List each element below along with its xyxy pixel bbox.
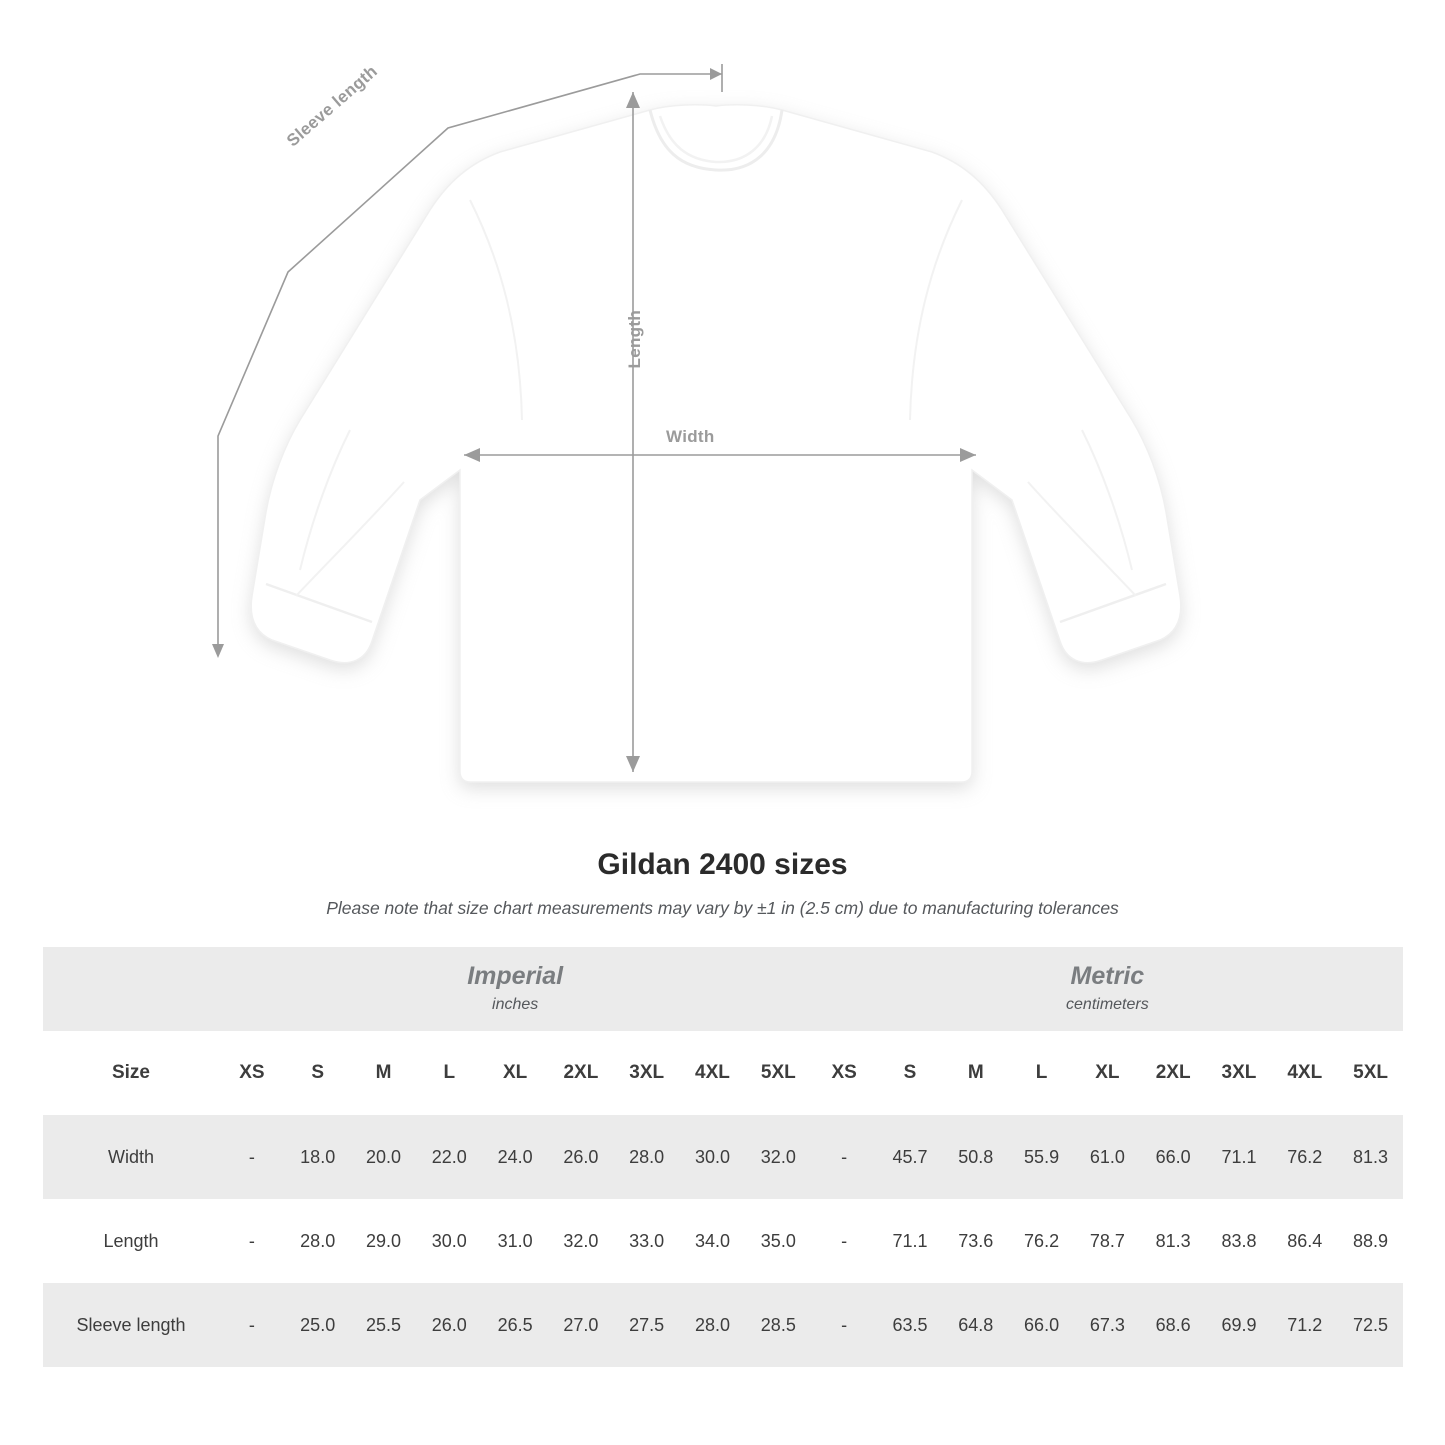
size-col-xl-metric: XL — [1074, 1031, 1140, 1115]
size-col-s-imperial: S — [285, 1031, 351, 1115]
cell-sleeve-1: 25.0 — [285, 1283, 351, 1367]
cell-sleeve-2: 25.5 — [351, 1283, 417, 1367]
cell-length-15: 83.8 — [1206, 1199, 1272, 1283]
table-row — [43, 1115, 1403, 1199]
cell-sleeve-4: 26.5 — [482, 1283, 548, 1367]
imperial-label: Imperial — [467, 962, 564, 991]
cell-length-5: 32.0 — [548, 1199, 614, 1283]
cell-width-12: 55.9 — [1009, 1115, 1075, 1199]
table-row — [43, 1199, 1403, 1283]
cell-sleeve-17: 72.5 — [1338, 1283, 1404, 1367]
cell-sleeve-3: 26.0 — [416, 1283, 482, 1367]
cell-length-13: 78.7 — [1074, 1199, 1140, 1283]
cell-length-11: 73.6 — [943, 1199, 1009, 1283]
cell-length-6: 33.0 — [614, 1199, 680, 1283]
size-col-xs-metric: XS — [811, 1031, 877, 1115]
cell-length-2: 29.0 — [351, 1199, 417, 1283]
cell-width-2: 20.0 — [351, 1115, 417, 1199]
cell-length-3: 30.0 — [416, 1199, 482, 1283]
size-table-container — [43, 947, 1402, 1367]
cell-sleeve-5: 27.0 — [548, 1283, 614, 1367]
row-label-width: Width — [43, 1115, 219, 1199]
cell-length-7: 34.0 — [680, 1199, 746, 1283]
size-col-xs-imperial: XS — [219, 1031, 285, 1115]
cell-width-6: 28.0 — [614, 1115, 680, 1199]
size-col-2xl-imperial: 2XL — [548, 1031, 614, 1115]
cell-sleeve-15: 69.9 — [1206, 1283, 1272, 1367]
page-title: Gildan 2400 sizes — [597, 848, 848, 881]
cell-width-7: 30.0 — [680, 1115, 746, 1199]
length-dimension-label: Length — [625, 310, 644, 369]
cell-sleeve-13: 67.3 — [1074, 1283, 1140, 1367]
size-col-m-imperial: M — [351, 1031, 417, 1115]
imperial-sublabel: inches — [492, 995, 539, 1013]
cell-sleeve-8: 28.5 — [745, 1283, 811, 1367]
cell-length-10: 71.1 — [877, 1199, 943, 1283]
cell-sleeve-12: 66.0 — [1009, 1283, 1075, 1367]
cell-sleeve-14: 68.6 — [1140, 1283, 1206, 1367]
cell-sleeve-16: 71.2 — [1272, 1283, 1338, 1367]
cell-width-13: 61.0 — [1074, 1115, 1140, 1199]
size-col-5xl-metric: 5XL — [1338, 1031, 1404, 1115]
cell-sleeve-6: 27.5 — [614, 1283, 680, 1367]
metric-sublabel: centimeters — [1066, 995, 1149, 1013]
tolerance-note: Please note that size chart measurements may vary by ±1 in (2.5 cm) due to manufacturing tolerances — [326, 898, 1119, 918]
row-label-sleeve-length: Sleeve length — [43, 1283, 219, 1367]
size-col-2xl-metric: 2XL — [1140, 1031, 1206, 1115]
metric-label: Metric — [1070, 962, 1145, 991]
cell-width-17: 81.3 — [1338, 1115, 1404, 1199]
size-col-4xl-imperial: 4XL — [680, 1031, 746, 1115]
cell-sleeve-0: - — [219, 1283, 285, 1367]
cell-sleeve-7: 28.0 — [680, 1283, 746, 1367]
unit-header-imperial — [219, 947, 811, 1031]
size-header-row — [43, 1031, 1403, 1115]
cell-width-4: 24.0 — [482, 1115, 548, 1199]
cell-width-14: 66.0 — [1140, 1115, 1206, 1199]
cell-length-0: - — [219, 1199, 285, 1283]
size-col-l-imperial: L — [416, 1031, 482, 1115]
cell-width-15: 71.1 — [1206, 1115, 1272, 1199]
unit-header-row — [43, 947, 1403, 1031]
cell-length-17: 88.9 — [1338, 1199, 1404, 1283]
title-block — [0, 848, 1445, 919]
cell-length-14: 81.3 — [1140, 1199, 1206, 1283]
unit-header-spacer — [43, 947, 219, 1031]
cell-width-5: 26.0 — [548, 1115, 614, 1199]
cell-length-12: 76.2 — [1009, 1199, 1075, 1283]
table-row — [43, 1283, 1403, 1367]
cell-width-16: 76.2 — [1272, 1115, 1338, 1199]
size-col-3xl-metric: 3XL — [1206, 1031, 1272, 1115]
row-label-length: Length — [43, 1199, 219, 1283]
unit-header-metric — [811, 947, 1403, 1031]
cell-length-16: 86.4 — [1272, 1199, 1338, 1283]
size-col-s-metric: S — [877, 1031, 943, 1115]
cell-width-9: - — [811, 1115, 877, 1199]
size-header-label: Size — [43, 1031, 219, 1115]
size-col-3xl-imperial: 3XL — [614, 1031, 680, 1115]
width-dimension-label: Width — [666, 427, 715, 446]
cell-width-8: 32.0 — [745, 1115, 811, 1199]
cell-width-3: 22.0 — [416, 1115, 482, 1199]
cell-length-4: 31.0 — [482, 1199, 548, 1283]
size-col-4xl-metric: 4XL — [1272, 1031, 1338, 1115]
size-col-5xl-imperial: 5XL — [745, 1031, 811, 1115]
sleeve-length-dimension-label: Sleeve length — [283, 61, 382, 151]
size-col-m-metric: M — [943, 1031, 1009, 1115]
cell-sleeve-10: 63.5 — [877, 1283, 943, 1367]
cell-sleeve-11: 64.8 — [943, 1283, 1009, 1367]
cell-width-10: 45.7 — [877, 1115, 943, 1199]
cell-length-1: 28.0 — [285, 1199, 351, 1283]
cell-width-1: 18.0 — [285, 1115, 351, 1199]
cell-length-8: 35.0 — [745, 1199, 811, 1283]
size-table — [43, 947, 1403, 1367]
cell-sleeve-9: - — [811, 1283, 877, 1367]
cell-width-0: - — [219, 1115, 285, 1199]
size-col-xl-imperial: XL — [482, 1031, 548, 1115]
cell-length-9: - — [811, 1199, 877, 1283]
cell-width-11: 50.8 — [943, 1115, 1009, 1199]
size-col-l-metric: L — [1009, 1031, 1075, 1115]
